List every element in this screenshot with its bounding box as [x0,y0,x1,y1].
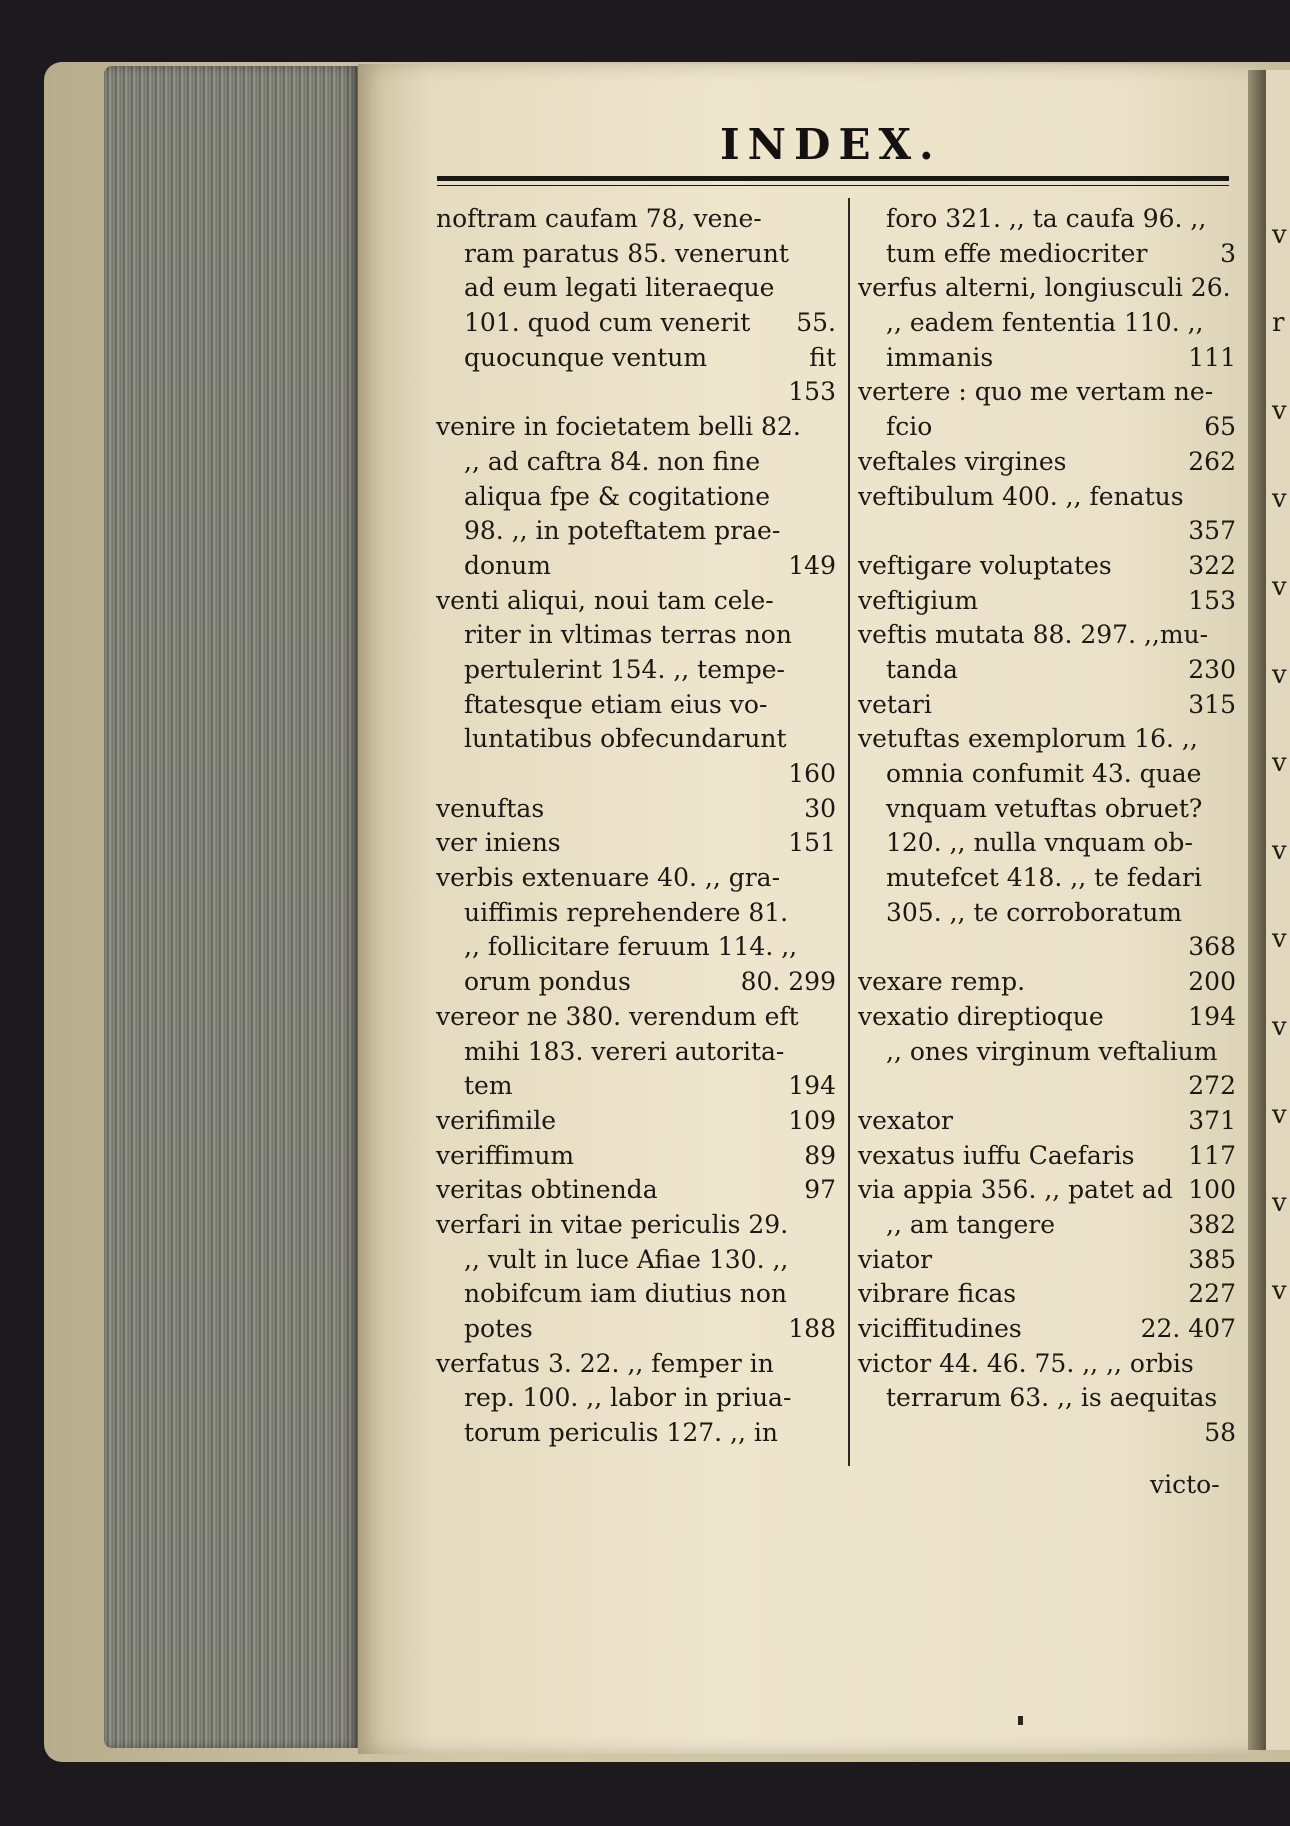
index-entry-line [436,514,836,549]
entry-page-ref: 89 [804,1140,836,1170]
entry-text: vereor ne 380. verendum eft [436,1001,799,1031]
index-entry-line [436,306,836,341]
next-page-letter: v [1272,484,1287,514]
index-entry-line [858,826,1236,861]
index-entry-line [436,1139,836,1174]
index-entry-line [858,1312,1236,1347]
index-entry-line [858,757,1236,792]
entry-page-ref: 194 [788,1071,836,1101]
index-entry-line [858,306,1236,341]
entry-page-ref: 153 [788,377,836,407]
entry-page-ref: 151 [788,828,836,858]
entry-page-ref: 272 [1188,1071,1236,1101]
index-entry-line [858,896,1236,931]
entry-text: vexare remp. [858,967,1026,997]
entry-text: tanda [886,654,958,684]
index-entry-line [436,480,836,515]
entry-page-ref: 262 [1188,446,1236,476]
next-page-letter: v [1272,836,1287,866]
entry-text: venti aliqui, noui tam cele- [436,585,774,615]
index-entry-line [436,549,836,584]
entry-page-ref: 80. 299 [740,967,836,997]
next-page-letter: v [1272,1188,1287,1218]
entry-text: immanis [886,342,994,372]
entry-text: vibrare ficas [858,1279,1017,1309]
page-edges [104,66,358,1748]
entry-page-ref: 227 [1188,1279,1236,1309]
entry-text: viciffitudines [858,1314,1022,1343]
index-entry-line [436,618,836,653]
next-page-letter: v [1272,1276,1287,1306]
entry-page-ref: 322 [1188,550,1236,580]
entry-page-ref: 97 [804,1175,836,1205]
index-entry-line [436,202,836,237]
index-entry-line [436,1173,836,1208]
entry-page-ref: 109 [788,1105,836,1135]
entry-text: ,, am tangere [886,1209,1055,1239]
index-entry-line [858,1381,1236,1416]
index-entry-line [436,861,836,896]
entry-text: terrarum 63. ,, is aequitas [886,1383,1218,1413]
index-entry-line [436,445,836,480]
index-entry-line [858,480,1236,515]
entry-text: victor 44. 46. 75. ,, ,, orbis [858,1348,1194,1378]
entry-page-ref: 153 [1188,585,1236,615]
entry-text: torum periculis 127. ,, in [464,1418,778,1448]
entry-page-ref: 149 [788,550,836,580]
entry-text: ,, ad caftra 84. non fine [464,446,761,476]
entry-page-ref: 385 [1188,1244,1236,1274]
entry-text: ver iniens [436,828,561,858]
entry-text: riter in vltimas terras non [464,620,792,650]
next-page-letter: v [1272,748,1287,778]
index-entry-line [436,237,836,272]
index-entry-line [858,514,1236,549]
index-entry-line [436,584,836,619]
entry-text: tum effe mediocriter [886,238,1148,268]
entry-text: tem [464,1071,513,1101]
entry-text: nobifcum iam diutius non [464,1279,787,1309]
index-entry-line [858,1104,1236,1139]
index-entry-line [858,1035,1236,1070]
entry-text: noftram caufam 78, vene- [436,204,762,233]
entry-text: fcio [886,412,933,442]
next-page-letter: v [1272,660,1287,690]
entry-page-ref: 194 [1188,1001,1236,1031]
next-page-letter: r [1272,308,1285,338]
entry-text: pertulerint 154. ,, tempe- [464,654,785,684]
index-entry-line [858,1277,1236,1312]
header-rule-thin [437,185,1229,186]
index-entry-line [858,1000,1236,1035]
catchword: victo- [1150,1470,1220,1499]
entry-text: 305. ,, te corroboratum [886,897,1183,927]
index-entry-line [858,618,1236,653]
entry-page-ref: 111 [1188,342,1236,372]
index-entry-line [858,341,1236,376]
entry-page-ref: 315 [1188,689,1236,719]
entry-text: quocunque ventum [464,342,708,372]
entry-text: omnia confumit 43. quae [886,759,1202,788]
entry-text: verfus alterni, longiusculi 26. [858,273,1231,303]
entry-text: vetuftas exemplorum 16. ,, [858,724,1198,754]
index-entry-line [858,1416,1236,1451]
entry-text: donum [464,550,551,580]
index-entry-line [858,1347,1236,1382]
index-entry-line [858,1139,1236,1174]
entry-text: ,, eadem fententia 110. ,, [886,308,1204,338]
index-entry-line [858,445,1236,480]
entry-page-ref: 22. 407 [1140,1314,1236,1343]
entry-text: veritas obtinenda [436,1175,658,1205]
entry-text: vertere : quo me vertam ne- [858,377,1214,407]
entry-page-ref: fit [809,342,836,372]
entry-text: mutefcet 418. ,, te fedari [886,863,1202,893]
book-gutter [1248,70,1266,1750]
next-page-letter: v [1272,1012,1287,1042]
index-entry-line [858,653,1236,688]
index-entry-line [436,1312,836,1347]
entry-text: ftatesque etiam eius vo- [464,689,768,719]
next-page-letter: v [1272,396,1287,426]
index-entry-line [858,965,1236,1000]
next-page-edge [1266,70,1290,1750]
index-entry-line [436,1104,836,1139]
entry-page-ref: 368 [1188,932,1236,962]
index-entry-line [436,1347,836,1382]
index-entry-line [858,549,1236,584]
index-entry-line [436,930,836,965]
entry-text: uiffimis reprehendere 81. [464,897,789,927]
entry-text: veftis mutata 88. 297. ,,mu- [858,620,1209,650]
entry-page-ref: 160 [788,759,836,788]
entry-text: ,, follicitare feruum 114. ,, [464,932,798,962]
page-title: INDEX. [720,120,942,169]
index-entry-line [858,1173,1236,1208]
index-entry-line [858,930,1236,965]
entry-text: luntatibus obfecundarunt [464,724,787,754]
next-page-letter: v [1272,220,1287,250]
index-column-left [436,202,836,1451]
index-entry-line [858,861,1236,896]
entry-page-ref: 371 [1188,1105,1236,1135]
index-entry-line [858,237,1236,272]
index-entry-line [858,1243,1236,1278]
index-entry-line [858,410,1236,445]
entry-page-ref: 3 [1220,238,1236,268]
index-entry-line [436,653,836,688]
index-entry-line [436,1416,836,1451]
index-entry-line [436,1069,836,1104]
index-entry-line [858,722,1236,757]
header-rule [437,176,1229,181]
entry-text: verifimile [436,1105,557,1135]
next-page-letter: v [1272,572,1287,602]
index-entry-line [436,375,836,410]
index-entry-line [858,792,1236,827]
entry-text: venuftas [436,793,545,823]
index-entry-line [436,722,836,757]
entry-text: ram paratus 85. venerunt [464,238,789,268]
entry-text: foro 321. ,, ta caufa 96. ,, [886,204,1207,233]
entry-text: venire in focietatem belli 82. [436,412,801,442]
index-column-right [858,202,1236,1451]
entry-text: ad eum legati literaeque [464,273,775,303]
entry-text: rep. 100. ,, labor in priua- [464,1383,792,1413]
entry-text: verfari in vitae periculis 29. [436,1209,789,1239]
entry-page-ref: 382 [1188,1209,1236,1239]
entry-text: veftigare voluptates [858,550,1112,580]
entry-page-ref: 55. [796,308,836,338]
index-entry-line [436,757,836,792]
index-entry-line [436,1000,836,1035]
index-entry-line [858,1069,1236,1104]
next-page-letter: v [1272,924,1287,954]
entry-text: ,, ones virginum veftalium [886,1036,1218,1066]
entry-text: 98. ,, in poteftatem prae- [464,516,781,546]
index-entry-line [436,410,836,445]
entry-text: vexatio direptioque [858,1001,1104,1031]
entry-text: veftales virgines [858,446,1067,476]
entry-page-ref: 200 [1188,967,1236,997]
index-entry-line [436,271,836,306]
entry-text: verbis extenuare 40. ,, gra- [436,863,781,893]
index-entry-line [858,688,1236,723]
entry-text: veftibulum 400. ,, fenatus [858,481,1184,511]
index-entry-line [436,688,836,723]
entry-page-ref: 65 [1204,412,1236,442]
entry-text: 101. quod cum venerit [464,308,751,338]
index-entry-line [436,826,836,861]
entry-text: ,, vult in luce Afiae 130. ,, [464,1244,789,1274]
entry-text: vexatus iuffu Caefaris [858,1140,1135,1170]
entry-text: vexator [858,1105,953,1135]
entry-page-ref: 230 [1188,654,1236,684]
next-page-letter: v [1272,1100,1287,1130]
index-entry-line [858,1208,1236,1243]
index-entry-line [436,792,836,827]
entry-text: vetari [858,689,932,719]
column-separator [848,198,850,1466]
ink-mark [1018,1716,1023,1725]
index-entry-line [858,202,1236,237]
index-entry-line [436,1035,836,1070]
entry-text: orum pondus [464,967,631,997]
entry-text: mihi 183. vereri autorita- [464,1036,785,1066]
entry-text: via appia 356. ,, patet ad [858,1175,1173,1205]
entry-page-ref: 100 [1188,1175,1236,1205]
index-entry-line [436,896,836,931]
index-entry-line [436,341,836,376]
index-entry-line [436,1208,836,1243]
entry-text: veriffimum [436,1140,575,1170]
index-entry-line [858,584,1236,619]
entry-page-ref: 357 [1188,516,1236,546]
index-entry-line [436,1381,836,1416]
entry-page-ref: 30 [804,793,836,823]
entry-text: veftigium [858,585,979,615]
index-entry-line [436,1277,836,1312]
entry-text: 120. ,, nulla vnquam ob- [886,828,1193,858]
entry-page-ref: 58 [1204,1418,1236,1448]
entry-text: verfatus 3. 22. ,, femper in [436,1348,774,1378]
index-entry-line [436,965,836,1000]
index-entry-line [436,1243,836,1278]
entry-page-ref: 117 [1188,1140,1236,1170]
entry-text: aliqua fpe & cogitatione [464,481,771,511]
entry-text: viator [858,1244,933,1274]
entry-page-ref: 188 [788,1314,836,1343]
entry-text: vnquam vetuftas obruet? [886,793,1203,823]
entry-text: potes [464,1314,533,1343]
index-entry-line [858,271,1236,306]
index-entry-line [858,375,1236,410]
